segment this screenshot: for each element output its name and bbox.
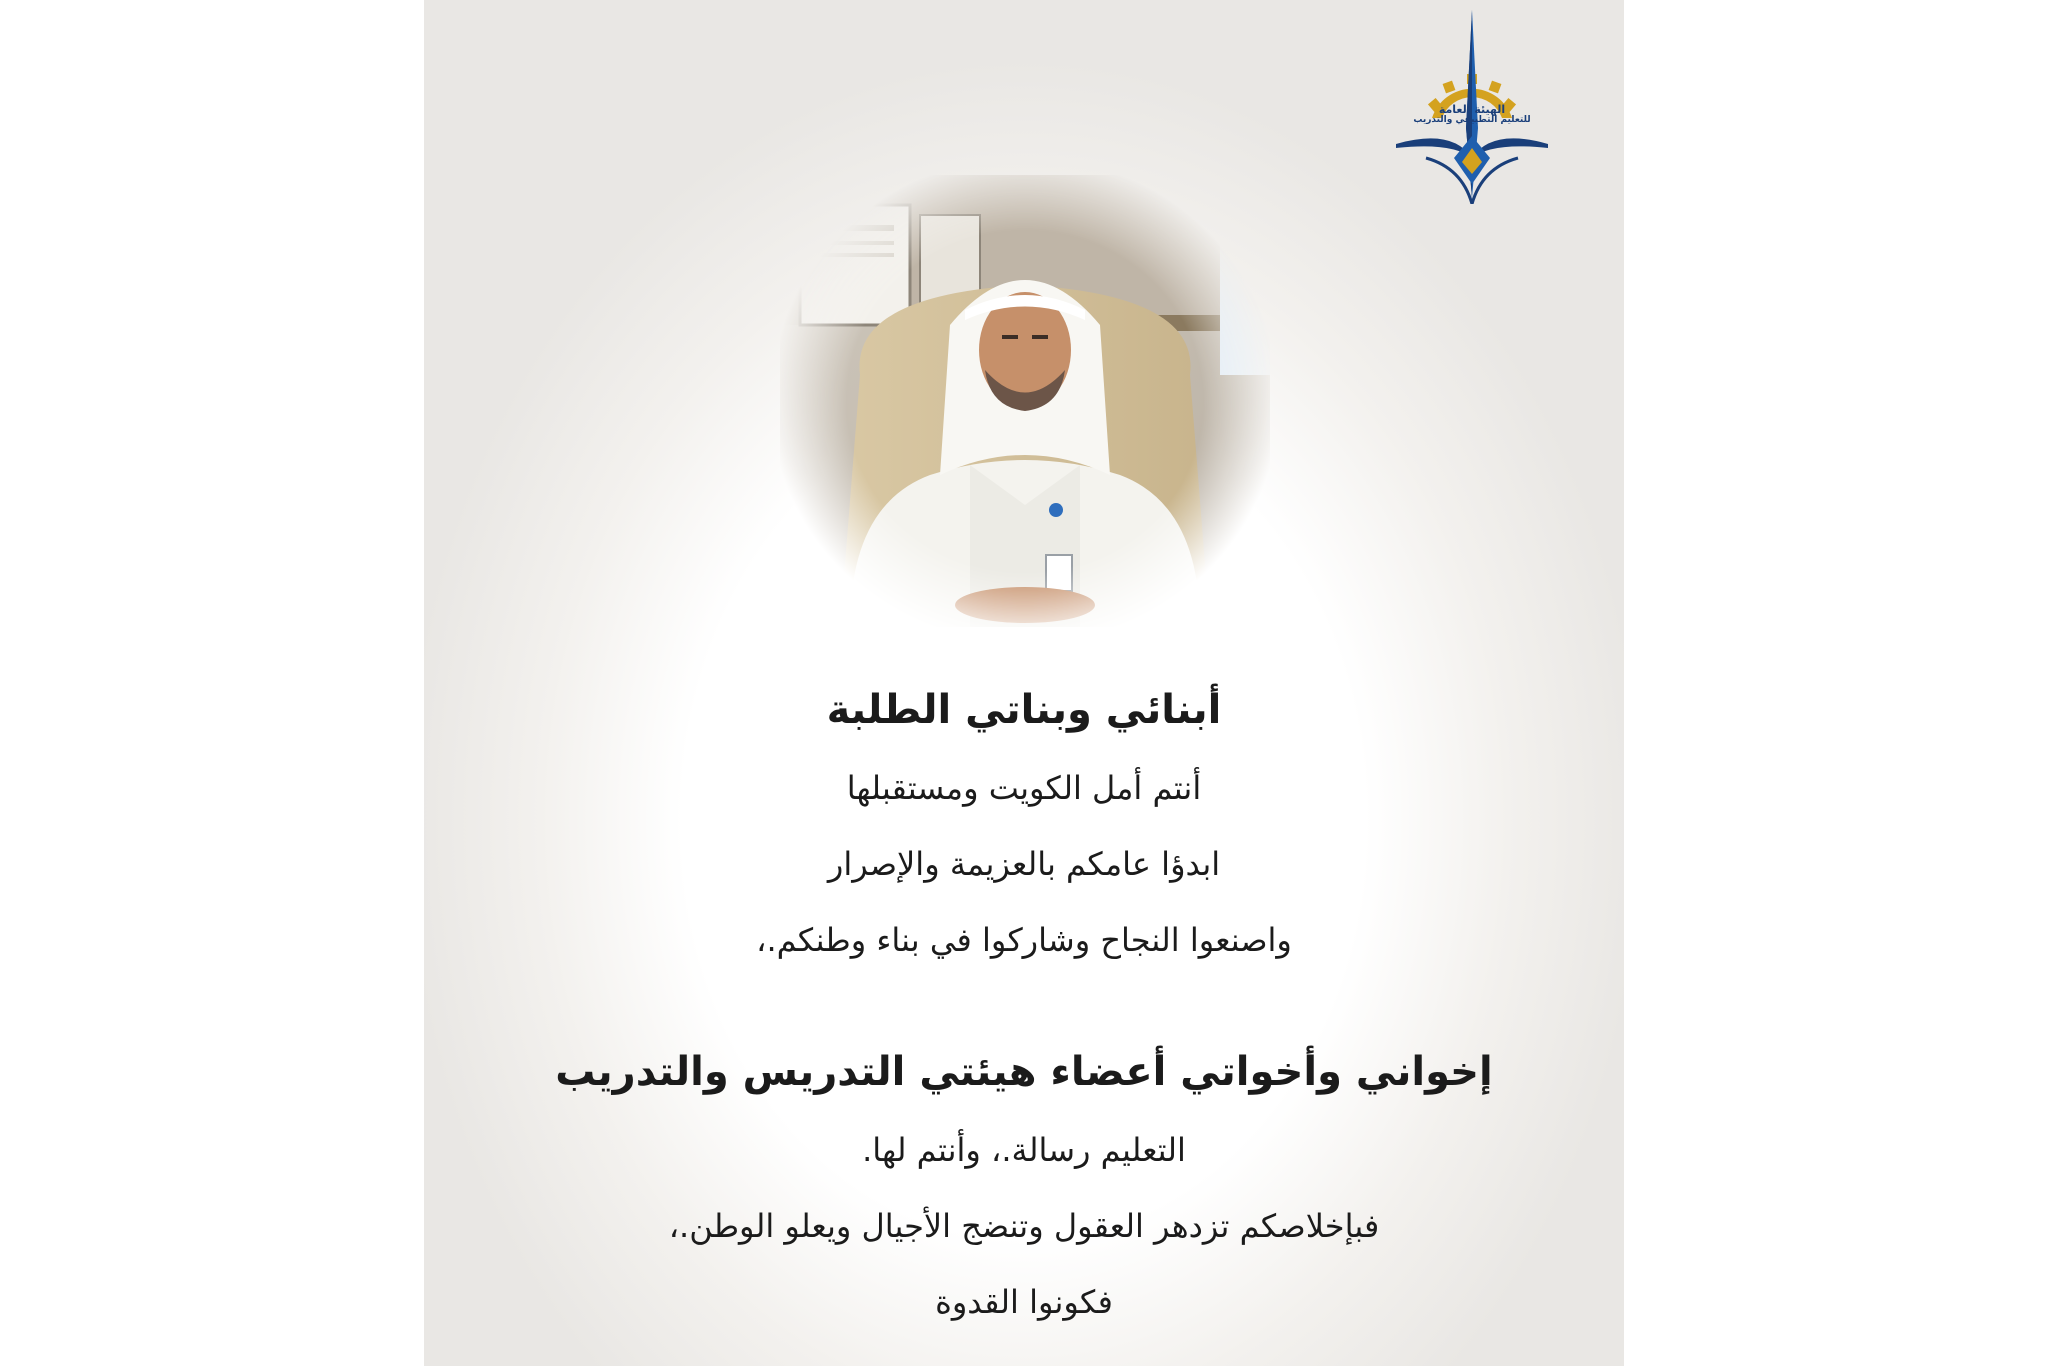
portrait-photo-icon [780,175,1270,627]
faculty-heading: إخواني وأخواتي أعضاء هيئتي التدريس والتدريب [555,1049,1493,1095]
faculty-line-3: فكونوا القدوة [935,1283,1113,1321]
logo-text-line2: للتعليم التطبيقي والتدريب [1413,114,1531,125]
logo-text-line1: الهيئة العامة [1438,103,1506,116]
paaet-logo-icon [1392,8,1552,204]
students-line-1: أنتم أمل الكويت ومستقبلها [846,769,1202,807]
faculty-line-2: فبإخلاصكم تزدهر العقول وتنضج الأجيال ويعلو الوطن.، [668,1207,1380,1245]
students-heading: أبنائي وبناتي الطلبة [826,687,1222,733]
students-line-2: ابدؤا عامكم بالعزيمة والإصرار [827,845,1221,883]
students-line-3: واصنعوا النجاح وشاركوا في بناء وطنكم.، [756,921,1292,959]
faculty-line-1: التعليم رسالة.، وأنتم لها. [862,1131,1186,1169]
message-card [424,0,1624,1366]
